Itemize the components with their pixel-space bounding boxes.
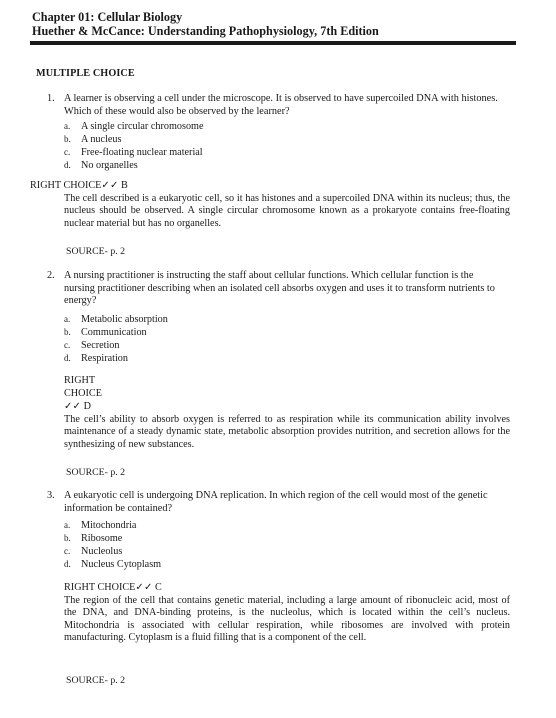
source-reference: SOURCE- p. 2 [66,467,126,478]
question-stem: A nursing practitioner is instructing the staff about cellular functions. Which cellular function is the nursing practitioner describing when an isolated cell absorbs oxygen and uses it to transform nutrients to energy? [64,270,495,307]
question-number: 2. [47,270,55,281]
question-stem: A eukaryotic cell is undergoing DNA replication. In which region of the cell would most of the genetic information be contained? [64,490,488,514]
book-title: Huether & McCance: Understanding Pathophysiology, 7th Edition [32,24,379,38]
source-reference: SOURCE- p. 2 [66,675,126,686]
option-a: a. A single circular chromosome [64,121,204,132]
option-b: b. Communication [64,327,147,338]
answer-rationale: The cell’s ability to absorb oxygen is referred to as respiration while its communication ability involves maintenance of a steady dynamic state, metabolic absorption provides nutrition, and secretion allows for the synthesizing of new substances. [64,414,510,450]
answer-label-line1: RIGHT [64,375,96,386]
option-c: c. Free-floating nuclear material [64,147,203,158]
question-stem: A learner is observing a cell under the microscope. It is observed to have supercoiled DNA with histones. Which of these would also be observed by the learner? [64,93,498,117]
answer-rationale: The cell described is a eukaryotic cell, so it has histones and a supercoiled DNA within its nucleus; thus, the nucleus should be observed. A single circular chromosome known as a prokaryote contains free-floating nuclear material but has no organelles. [64,193,510,229]
answer-label-line2: CHOICE [64,388,102,399]
question-number: 1. [47,93,55,104]
option-a: a. Metabolic absorption [64,314,168,325]
option-d: d. Respiration [64,353,128,364]
source-reference: SOURCE- p. 2 [66,246,126,257]
answer-label: RIGHT CHOICE✓✓ B [30,180,128,191]
option-c: c. Nucleolus [64,546,123,557]
section-heading: MULTIPLE CHOICE [36,68,135,79]
option-c: c. Secretion [64,340,120,351]
option-b: b. Ribosome [64,533,123,544]
option-d: d. No organelles [64,160,138,171]
option-b: b. A nucleus [64,134,122,145]
answer-label-line3: ✓✓ D [64,401,91,412]
option-d: d. Nucleus Cytoplasm [64,559,162,570]
answer-rationale: The region of the cell that contains genetic material, including a large amount of ribonucleic acid, most of the DNA, and DNA-binding proteins, is the nucleolus, which is located within the cell’s nucleus. Mitochondria is associated with cellular respiration, while ribosomes are involved with protein manufacturing. Cytoplasm is a fluid filling that is a component of the cell. [64,595,510,644]
header-divider [30,41,516,45]
option-a: a. Mitochondria [64,520,137,531]
chapter-title: Chapter 01: Cellular Biology [32,10,183,24]
answer-label: RIGHT CHOICE✓✓ C [64,582,162,593]
question-number: 3. [47,490,55,501]
